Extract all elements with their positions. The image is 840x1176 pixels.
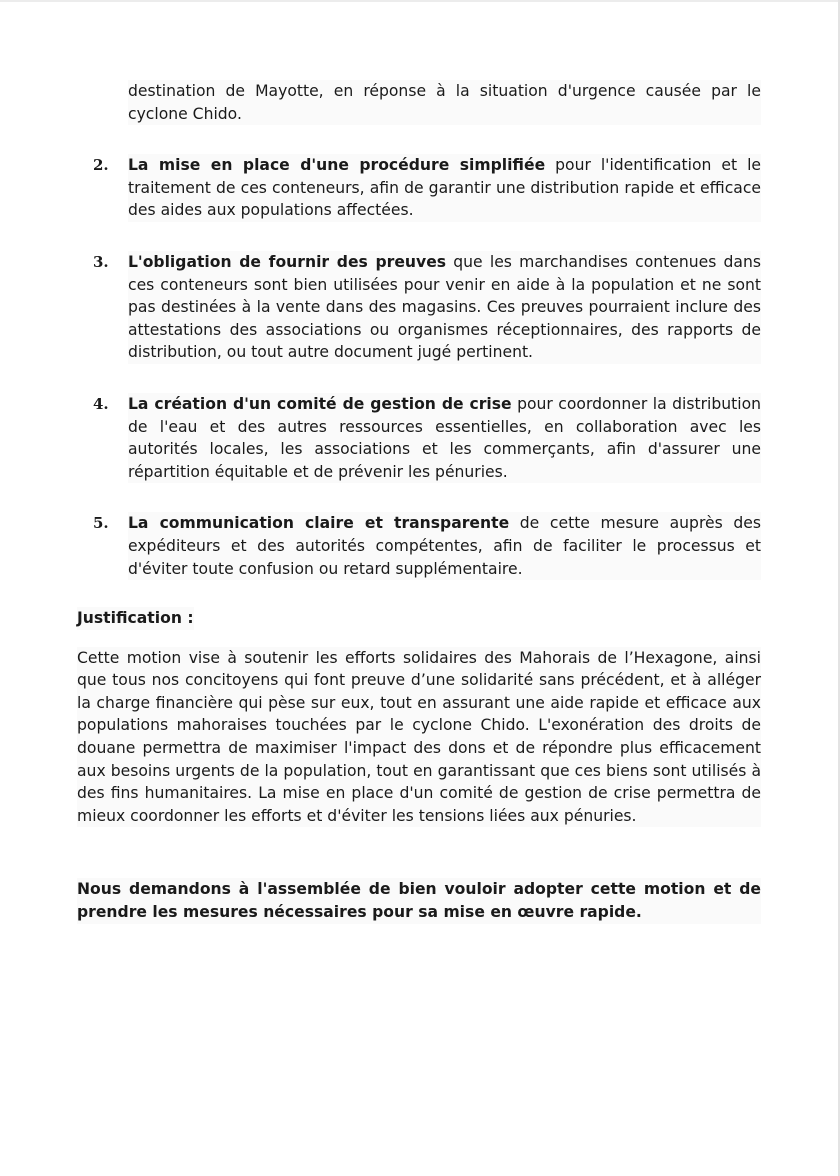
list-number: 2. [93,156,109,175]
list-item-body [128,154,761,222]
list-item-body [128,393,761,483]
document-page [77,80,761,924]
list-item-lead: La communication claire et transparente [128,514,510,533]
list-item-text: pour l'identification et le traitement de ces conteneurs, afin de garantir une distribution rapide et efficace des aides aux populations affectées. [128,156,761,220]
list-item-3 [77,251,761,364]
list-number: 4. [93,394,109,413]
justification-paragraph: Cette motion vise à soutenir les efforts solidaires des Mahorais de l’Hexagone, ainsi que tous nos concitoyens qui font preuve d’une solidarité sans précédent, et à alléger la charge financière qui pèse sur eux, tout en assurant une aide rapide et efficace aux populations mahoraises touchées par le cyclone Chido. L'exonération des droits de douane permettra de maximiser l'impact des dons et de répondre plus efficacement aux besoins urgents de la population, tout en garantissant que ces biens sont utilisés à des fins humanitaires. La mise en place d'un comité de gestion de crise permettra de mieux coordonner les efforts et d'éviter les tensions liées aux pénuries. [77,647,761,828]
list-item-2 [77,154,761,222]
closing-statement: Nous demandons à l'assemblée de bien vouloir adopter cette motion et de prendre les mesures nécessaires pour sa mise en œuvre rapide. [77,878,761,923]
list-item-lead: L'obligation de fournir des preuves [128,252,447,271]
list-item-5 [77,512,761,580]
list-item-lead: La mise en place d'une procédure simplifiée [128,156,546,175]
list-item-text: de cette mesure auprès des expéditeurs et des autorités compétentes, afin de faciliter le processus et d'éviter toute confusion ou retard supplémentaire. [128,514,761,578]
list-item-text: pour coordonner la distribution de l'eau et des autres ressources essentielles, en collaboration avec les autorités locales, les associations et les commerçants, afin d'assurer une répartition équitable et de prévenir les pénuries. [128,394,761,481]
list-item-lead: La création d'un comité de gestion de crise [128,394,512,413]
list-item-body [128,512,761,580]
justification-heading: Justification : [77,607,194,630]
list-item-4 [77,393,761,483]
list-item-text: que les marchandises contenues dans ces conteneurs sont bien utilisées pour venir en aide à la population et ne sont pas destinées à la vente dans des magasins. Ces preuves pourraient inclure des attestations des associations ou organismes réceptionnaires, des rapports de distribution, ou tout autre document jugé pertinent. [128,252,761,362]
list-item-body [128,251,761,364]
list-number: 5. [93,514,109,533]
list-number: 3. [93,252,109,271]
page-top-edge [0,0,840,2]
list-item-continuation: destination de Mayotte, en réponse à la situation d'urgence causée par le cyclone Chido. [128,80,761,125]
